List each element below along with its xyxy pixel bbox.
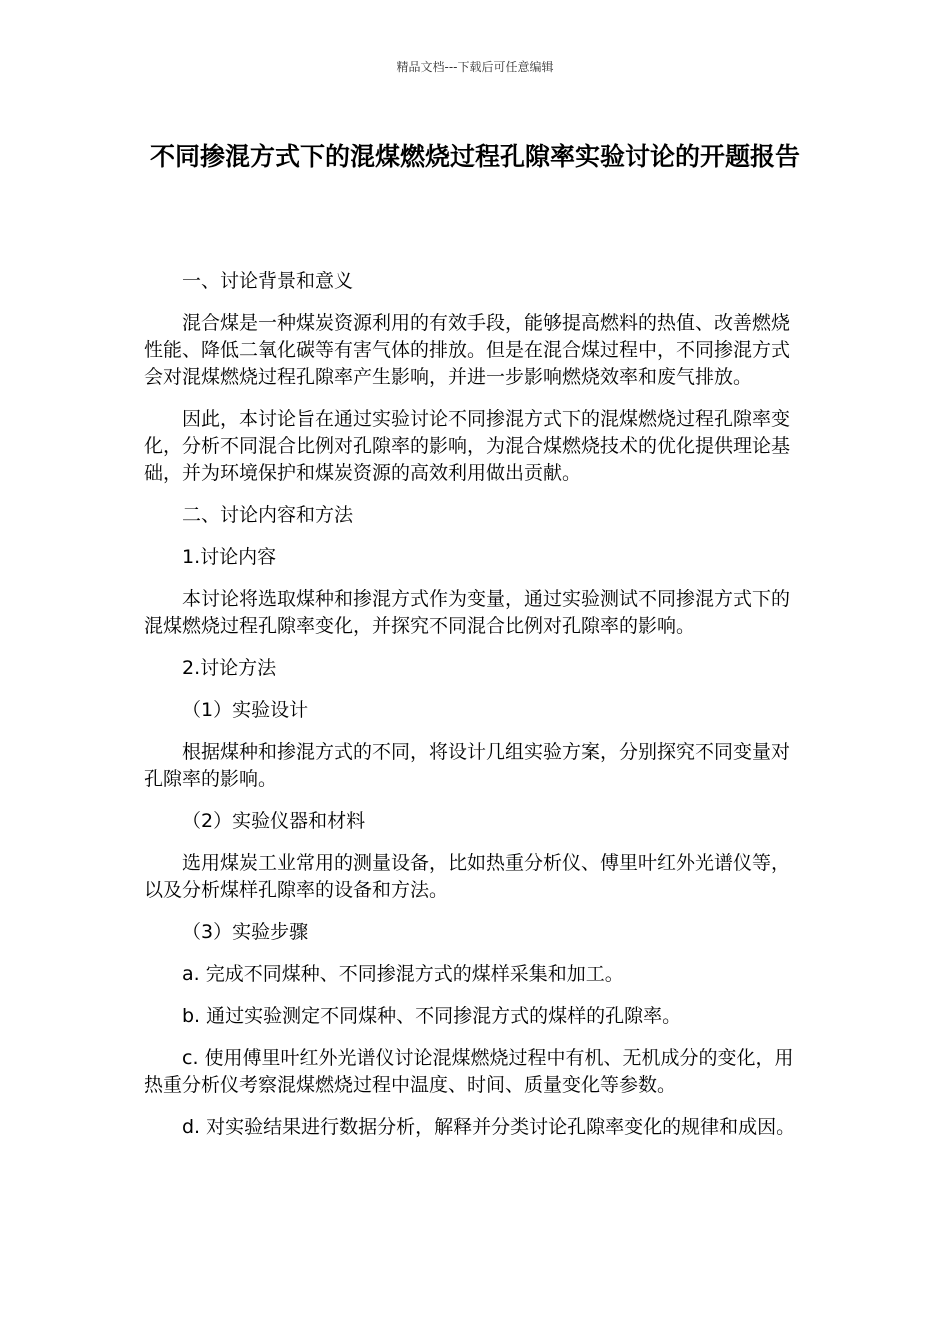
step-d: d. 对实验结果进行数据分析，解释并分类讨论孔隙率变化的规律和成因。 <box>182 1116 796 1138</box>
paragraph-instruments: 选用煤炭工业常用的测量设备，比如热重分析仪、傅里叶红外光谱仪等，以及分析煤样孔隙率的设备和方法。 <box>144 852 791 901</box>
step-a: a. 完成不同煤种、不同掺混方式的煤样采集和加工。 <box>182 963 624 985</box>
subheading-instruments: （2）实验仪器和材料 <box>182 810 366 832</box>
step-b: b. 通过实验测定不同煤种、不同掺混方式的煤样的孔隙率。 <box>182 1005 682 1027</box>
paragraph-content: 本讨论将选取煤种和掺混方式作为变量，通过实验测试不同掺混方式下的混煤燃烧过程孔隙率变化，并探究不同混合比例对孔隙率的影响。 <box>144 588 791 637</box>
document-title: 不同掺混方式下的混煤燃烧过程孔隙率实验讨论的开题报告 <box>149 142 800 171</box>
step-c: c. 使用傅里叶红外光谱仪讨论混煤燃烧过程中有机、无机成分的变化，用热重分析仪考察混煤燃烧过程中温度、时间、质量变化等参数。 <box>144 1047 794 1096</box>
document-body <box>144 268 800 1156</box>
section-heading-content-method: 二、讨论内容和方法 <box>182 504 354 526</box>
header-note: 精品文档---下载后可任意编辑 <box>396 60 554 74</box>
section-heading-background: 一、讨论背景和意义 <box>182 270 354 292</box>
paragraph-background-1: 混合煤是一种煤炭资源利用的有效手段，能够提高燃料的热值、改善燃烧性能、降低二氧化碳等有害气体的排放。但是在混合煤过程中，不同掺混方式会对混煤燃烧过程孔隙率产生影响，并进一步影响燃烧效率和废气排放。 <box>144 312 791 388</box>
subheading-content: 1.讨论内容 <box>182 546 277 568</box>
paragraph-background-2: 因此，本讨论旨在通过实验讨论不同掺混方式下的混煤燃烧过程孔隙率变化，分析不同混合比例对孔隙率的影响，为混合煤燃烧技术的优化提供理论基础，并为环境保护和煤炭资源的高效利用做出贡献。 <box>144 408 791 484</box>
paragraph-experiment-design: 根据煤种和掺混方式的不同，将设计几组实验方案，分别探究不同变量对孔隙率的影响。 <box>144 741 791 790</box>
subheading-method: 2.讨论方法 <box>182 657 277 679</box>
subheading-steps: （3）实验步骤 <box>182 921 309 943</box>
subheading-experiment-design: （1）实验设计 <box>182 699 309 721</box>
